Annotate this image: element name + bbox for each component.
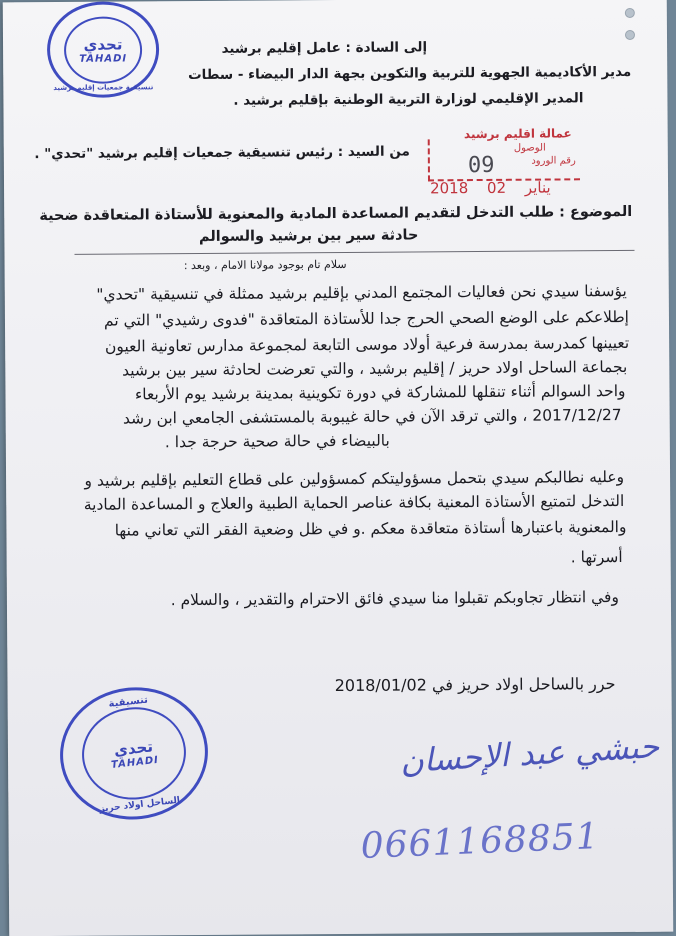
greeting: سلام تام بوجود مولانا الامام ، وبعد : [183, 257, 347, 273]
paragraph1-line: تعيينها كمدرسة بمدرسة فرعية أولاد موسى التابعة لمجموعة مدارس تعاونية العيون [104, 333, 630, 356]
reception-stamp-label: رقم الورود [531, 155, 576, 167]
handwritten-phone-number: 0661168851 [359, 816, 601, 868]
paragraph2-line: التدخل لتمتيع الأستاذة المعنية بكافة عناصر الحماية الطبية والعلاج و المساعدة المادية [83, 492, 625, 514]
reception-date [430, 178, 565, 197]
paragraph1-line: بجماعة الساحل اولاد حريز / إقليم برشيد ، والتي تعرضت لحادثة سير بين برشيد [121, 357, 628, 380]
binder-hole [625, 8, 635, 18]
stamp-inner-ring [77, 702, 190, 805]
sender-line: من السيد : رئيس تنسيقية جمعيات إقليم برشيد "تحدي" . [34, 143, 410, 163]
paragraph2-line: وعليه نطالبكم سيدي بتحمل مسؤوليتكم كمسؤولين على قطاع التعليم بإقليم برشيد و [84, 468, 625, 490]
paragraph2-line: والمعنوية باعتبارها أستاذة متعاقدة معكم .و في ظل وضعية الفقر التي تعاني منها [114, 517, 627, 540]
paragraph1-line: إطلاعكم على الوضع الصحي الحرج جدا للأستاذة المتعاقدة "فدوى رشيدي" التي تم [103, 307, 630, 330]
stamp-latin-name: TAHADI [79, 52, 128, 65]
handwritten-signature: حبشي عبد الإحسان [399, 727, 661, 781]
paragraph1-line: بالبيضاء في حالة صحية حرجة جدا . [164, 431, 390, 452]
subject-divider [75, 250, 635, 255]
stamp-ring-top-text: تنسيقية [108, 694, 149, 710]
stamp-arabic-name: تحدي [83, 34, 123, 54]
reception-day: 02 [486, 178, 507, 197]
reception-stamp-title: عمالة اقليم برشيد [463, 126, 572, 142]
address-line-1: إلى السادة : عامل إقليم برشيد [221, 39, 428, 57]
paragraph1-line: 2017/12/27 ، والتي ترقد الآن في حالة غيبوبة بالمستشفى الجامعي ابن رشد [122, 406, 622, 428]
closing-line: وفي انتظار تجاوبكم تقبلوا منا سيدي فائق الاحترام والتقدير ، والسلام . [170, 588, 619, 610]
paragraph1-line: واحد السوالم أثناء تنقلها للمشاركة في دورة تكوينية بمدينة برشيد يوم الأربعاء [134, 381, 626, 404]
reception-stamp [428, 122, 581, 203]
stamp-ring-text: تنسيقية جمعيات إقليم برشيد [53, 83, 154, 92]
stamp-inner-ring [64, 16, 143, 84]
bottom-association-stamp [53, 680, 215, 828]
signoff-line: حرر بالساحل اولاد حريز في 2018/01/02 [334, 674, 616, 696]
stamp-ring-bottom-text: الساحل اولاد حريز [99, 795, 181, 815]
reception-year: 2018 [429, 179, 469, 198]
address-line-3: المدير الإقليمي لوزارة التربية الوطنية بإقليم برشيد . [233, 90, 584, 109]
reception-month: يناير [524, 178, 551, 197]
address-line-2: مدير الأكاديمية الجهوية للتربية والتكوين بجهة الدار البيضاء - سطات [188, 63, 632, 84]
paragraph1-line: يؤسفنا سيدي نحن فعاليات المجتمع المدني بإقليم برشيد ممثلة في تنسيقية "تحدي" [96, 281, 627, 304]
letter-page [3, 0, 674, 936]
stamp-arabic-name: تحدي [113, 736, 154, 760]
reception-stamp-subtitle: الوصول [513, 142, 546, 154]
binder-hole [625, 30, 635, 40]
paragraph2-line: أسرتها . [570, 548, 623, 567]
subject-line-2: حادثة سير بين برشيد والسوالم [198, 227, 419, 245]
stamp-latin-name: TAHADI [110, 754, 160, 771]
subject-line-1: الموضوع : طلب التدخل لتقديم المساعدة المادية والمعنوية للأستاذة المتعاقدة ضحية [39, 203, 633, 225]
binder-holes [625, 8, 639, 52]
reception-number: 09 [467, 152, 495, 179]
top-association-stamp [47, 1, 160, 98]
